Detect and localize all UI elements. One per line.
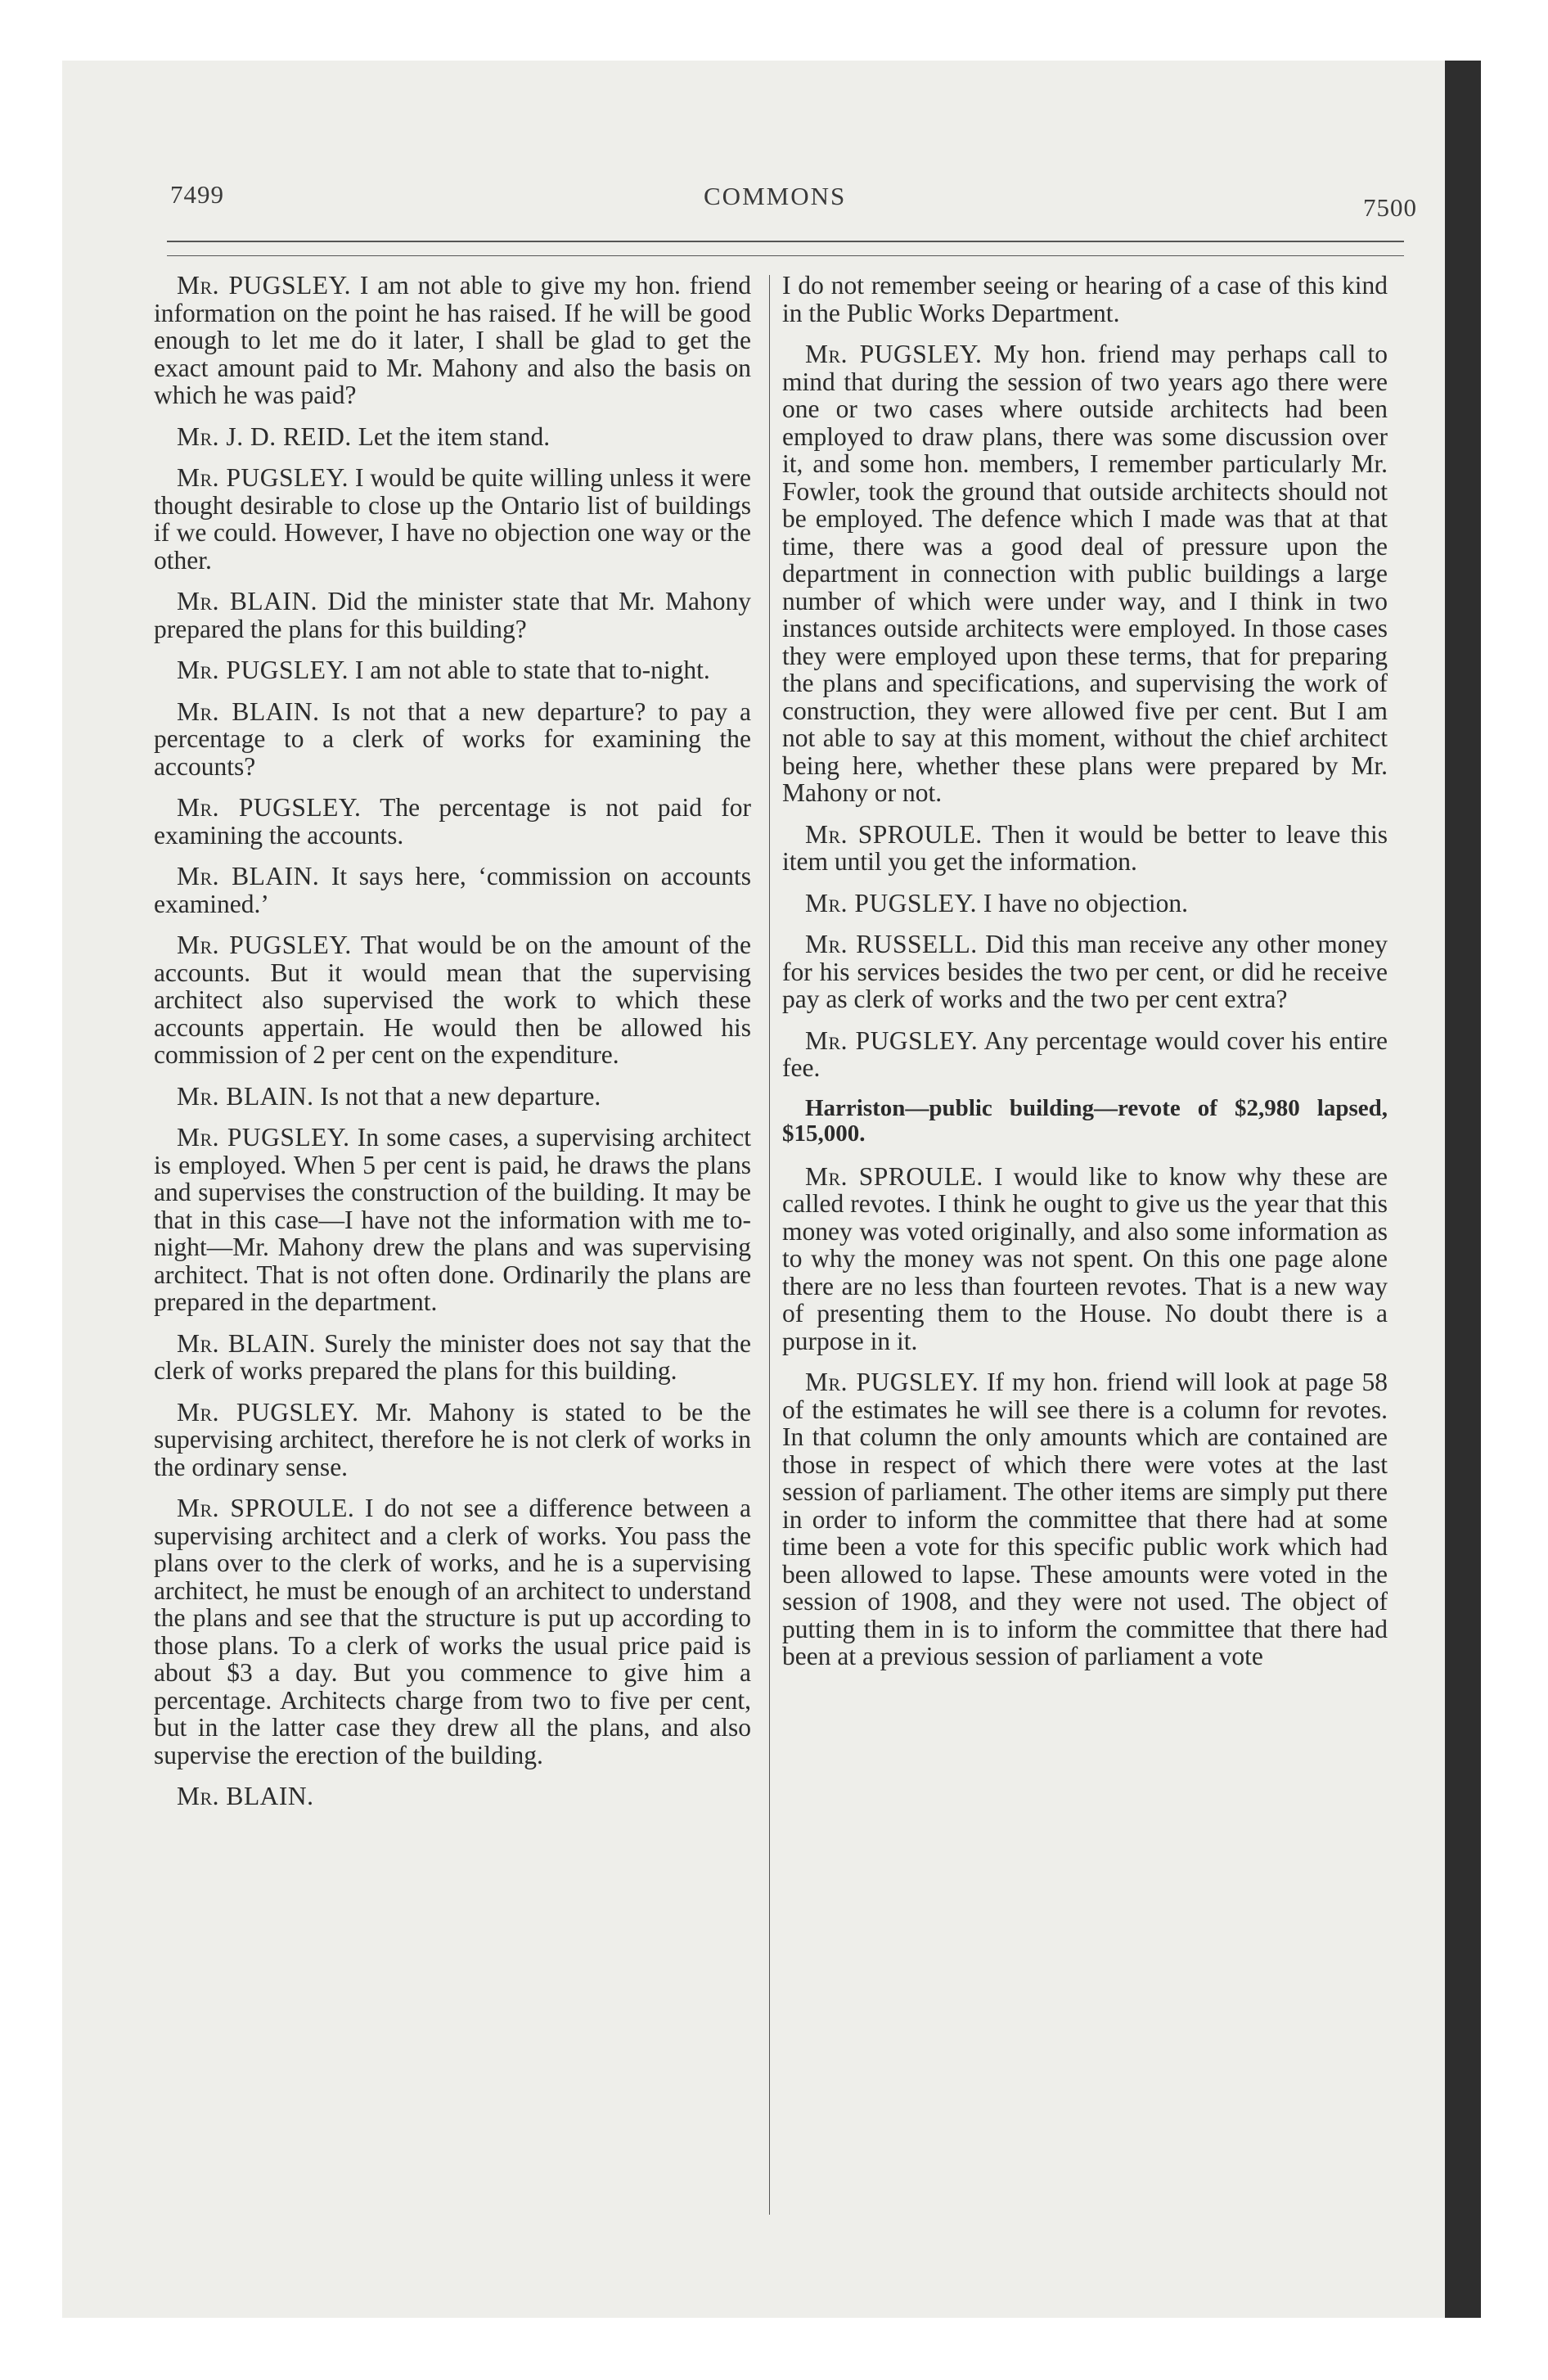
speech-paragraph (782, 1027, 1388, 1082)
speech-text: The percentage is not paid for examining the accounts. (154, 793, 751, 850)
speech-paragraph (154, 1399, 751, 1481)
speaker-name: Mr. PUGSLEY. (177, 1397, 359, 1427)
speech-paragraph (782, 340, 1388, 807)
speech-text: Did the minister state that Mr. Mahony prepared the plans for this building? (154, 587, 752, 643)
right-column (782, 272, 1388, 1670)
speech-text: I am not able to state that to-night. (349, 656, 710, 684)
speaker-name: Mr. SPROULE. (805, 1161, 983, 1191)
speaker-name: Mr. BLAIN. (177, 1081, 314, 1111)
speaker-name: Mr. PUGSLEY. (177, 271, 352, 300)
speaker-name: Mr. PUGSLEY. (177, 463, 349, 492)
speech-text: My hon. friend may perhaps call to mind that during the session of two years ago there were one or two cases where outside architects had been employed to draw plans, there was some discussion over it, and some hon. members, I remember particularly Mr. Fowler, took the ground that outside architects should not be employed. The defence which I made was that at that time, there was a good deal of pressure upon the department in connection with public buildings a large number of which were under way, and I think in two instances outside architects were employed. In those cases they were employed upon these terms, that for preparing the plans and specifications, and supervising the work of construction, they were allowed five per cent. But I am not able to say at this moment, without the chief architect being here, whether these plans were prepared by Mr. Mahony or not. (782, 340, 1388, 807)
speaker-name: Mr. PUGSLEY. (805, 888, 978, 917)
speech-paragraph (782, 931, 1388, 1013)
speech-text: In some cases, a supervising architect is employed. When 5 per cent is paid, he draws the plans and supervises the construction of the building. It may be that in this case—I have not the information with me to-night—Mr. Mahony drew the plans and was supervising architect. That is not often done. Ordinarily the plans are prepared in the department. (154, 1123, 751, 1316)
speech-text: It says here, ‘commission on accounts examined.’ (154, 862, 752, 918)
speech-paragraph (154, 794, 751, 849)
speaker-name: Mr. PUGSLEY. (177, 931, 352, 959)
speech-paragraph (154, 1494, 751, 1769)
speaker-name: Mr. BLAIN. (177, 1782, 314, 1810)
speech-paragraph (154, 272, 751, 409)
running-title: COMMONS (704, 182, 847, 210)
speaker-name: Mr. PUGSLEY. (805, 1025, 979, 1055)
speaker-name: Mr. BLAIN. (177, 862, 320, 890)
speech-paragraph (782, 821, 1388, 876)
speaker-name: Mr. SPROULE. (805, 819, 983, 849)
speaker-name: Mr. PUGSLEY. (177, 793, 362, 822)
speech-text: Is not that a new departure. (313, 1081, 601, 1111)
speech-paragraph (782, 890, 1388, 917)
speech-text: Any percentage would cover his entire fee. (782, 1025, 1388, 1082)
speaker-name: Mr. BLAIN. (177, 587, 318, 615)
column-divider (769, 275, 770, 2215)
scan-edge-shadow (1445, 61, 1481, 2318)
speech-text: If my hon. friend will look at page 58 of the estimates he will see there is a column for revotes. In that column the only amounts which are contained are those in respect of which there were votes at the last session of parliament. The other items are simply put there in order to inform the committee that there had at some time been a vote for this specific public work which had been allowed to lapse. These amounts were voted in the session of 1908, and they were not used. The object of putting them in is to inform the committee that there had been at a previous session of parliament a vote (782, 1368, 1388, 1670)
speech-text: I am not able to give my hon. friend information on the point he has raised. If he will be good enough to let me do it later, I shall be glad to get the exact amount paid to Mr. Mahony and also the basis on which he was paid? (154, 271, 752, 409)
speech-text: I do not see a difference between a supervising architect and a clerk of works. You pass the plans over to the clerk of works, and he is a supervising architect, he must be enough of an architect to understand the plans and see that the structure is put up according to those plans. To a clerk of works the usual price paid is about $3 a day. But you commence to give him a percentage. Architects charge from two to five per cent, but in the latter case they drew all the plans, and also supervise the erection of the building. (154, 1494, 751, 1769)
speaker-name: Mr. SPROULE. (177, 1494, 355, 1522)
speech-text: I would be quite willing unless it were thought desirable to close up the Ontario list of buildings if we could. However, I have no objection one way or the other. (154, 463, 752, 575)
header-rule (167, 241, 1404, 242)
speech-paragraph (782, 1163, 1388, 1355)
speech-paragraph (154, 1083, 751, 1111)
page-number-left: 7499 (170, 180, 224, 209)
speech-text: Mr. Mahony is stated to be the supervising architect, therefore he is not clerk of works in the ordinary sense. (154, 1397, 752, 1481)
speech-paragraph (154, 1330, 751, 1385)
speaker-name: Mr. J. D. REID. (177, 421, 352, 451)
speech-text: Surely the minister does not say that the clerk of works prepared the plans for this building. (154, 1328, 751, 1385)
speech-text: Is not that a new departure? to pay a percentage to a clerk of works for examining the accounts? (154, 696, 751, 781)
speaker-name: Mr. PUGSLEY. (805, 340, 983, 368)
page-number-right: 7500 (1363, 193, 1417, 222)
speech-paragraph (154, 1783, 751, 1810)
speech-text: I would like to know why these are called revotes. I think he ought to give us the year that this money was voted originally, and also some information as to why the money was not spent. On this one page alone there are no less than fourteen revotes. That is a new way of presenting them to the House. No doubt there is a purpose in it. (782, 1161, 1388, 1355)
left-column (154, 272, 751, 1810)
speech-text: Let the item stand. (351, 421, 551, 451)
header-rule-thin (167, 255, 1404, 256)
speaker-name: Mr. PUGSLEY. (177, 1123, 350, 1152)
speech-paragraph (154, 464, 751, 574)
speaker-name: Mr. RUSSELL. (805, 930, 978, 958)
speech-text: Did this man receive any other money for his services besides the two per cent, or did he receive pay as clerk of works and the two per cent extra? (782, 930, 1388, 1013)
speaker-name: Mr. BLAIN. (177, 696, 320, 726)
speech-paragraph (154, 588, 751, 642)
speech-text: I have no objection. (977, 888, 1189, 917)
speech-paragraph (154, 1124, 751, 1316)
speech-text: Then it would be better to leave this item until you get the information. (782, 819, 1388, 876)
speech-paragraph (782, 1368, 1388, 1670)
speech-paragraph (154, 863, 751, 917)
speech-text: That would be on the amount of the accounts. But it would mean that the supervising architect also supervised the work to which these accounts appertain. He would then be allowed his commission of 2 per cent on the expenditure. (154, 931, 752, 1069)
speech-paragraph (154, 423, 751, 451)
speaker-name: Mr. PUGSLEY. (805, 1368, 979, 1396)
speech-paragraph (154, 656, 751, 684)
estimate-item-heading: Harriston—public building—revote of $2,980 lapsed, $15,000. (782, 1094, 1388, 1147)
continued-paragraph: I do not remember seeing or hearing of a case of this kind in the Public Works Department. (782, 271, 1388, 327)
speaker-name: Mr. PUGSLEY. (177, 656, 349, 684)
speech-paragraph (154, 931, 751, 1069)
speaker-name: Mr. BLAIN. (177, 1328, 316, 1358)
speech-paragraph (154, 698, 751, 781)
